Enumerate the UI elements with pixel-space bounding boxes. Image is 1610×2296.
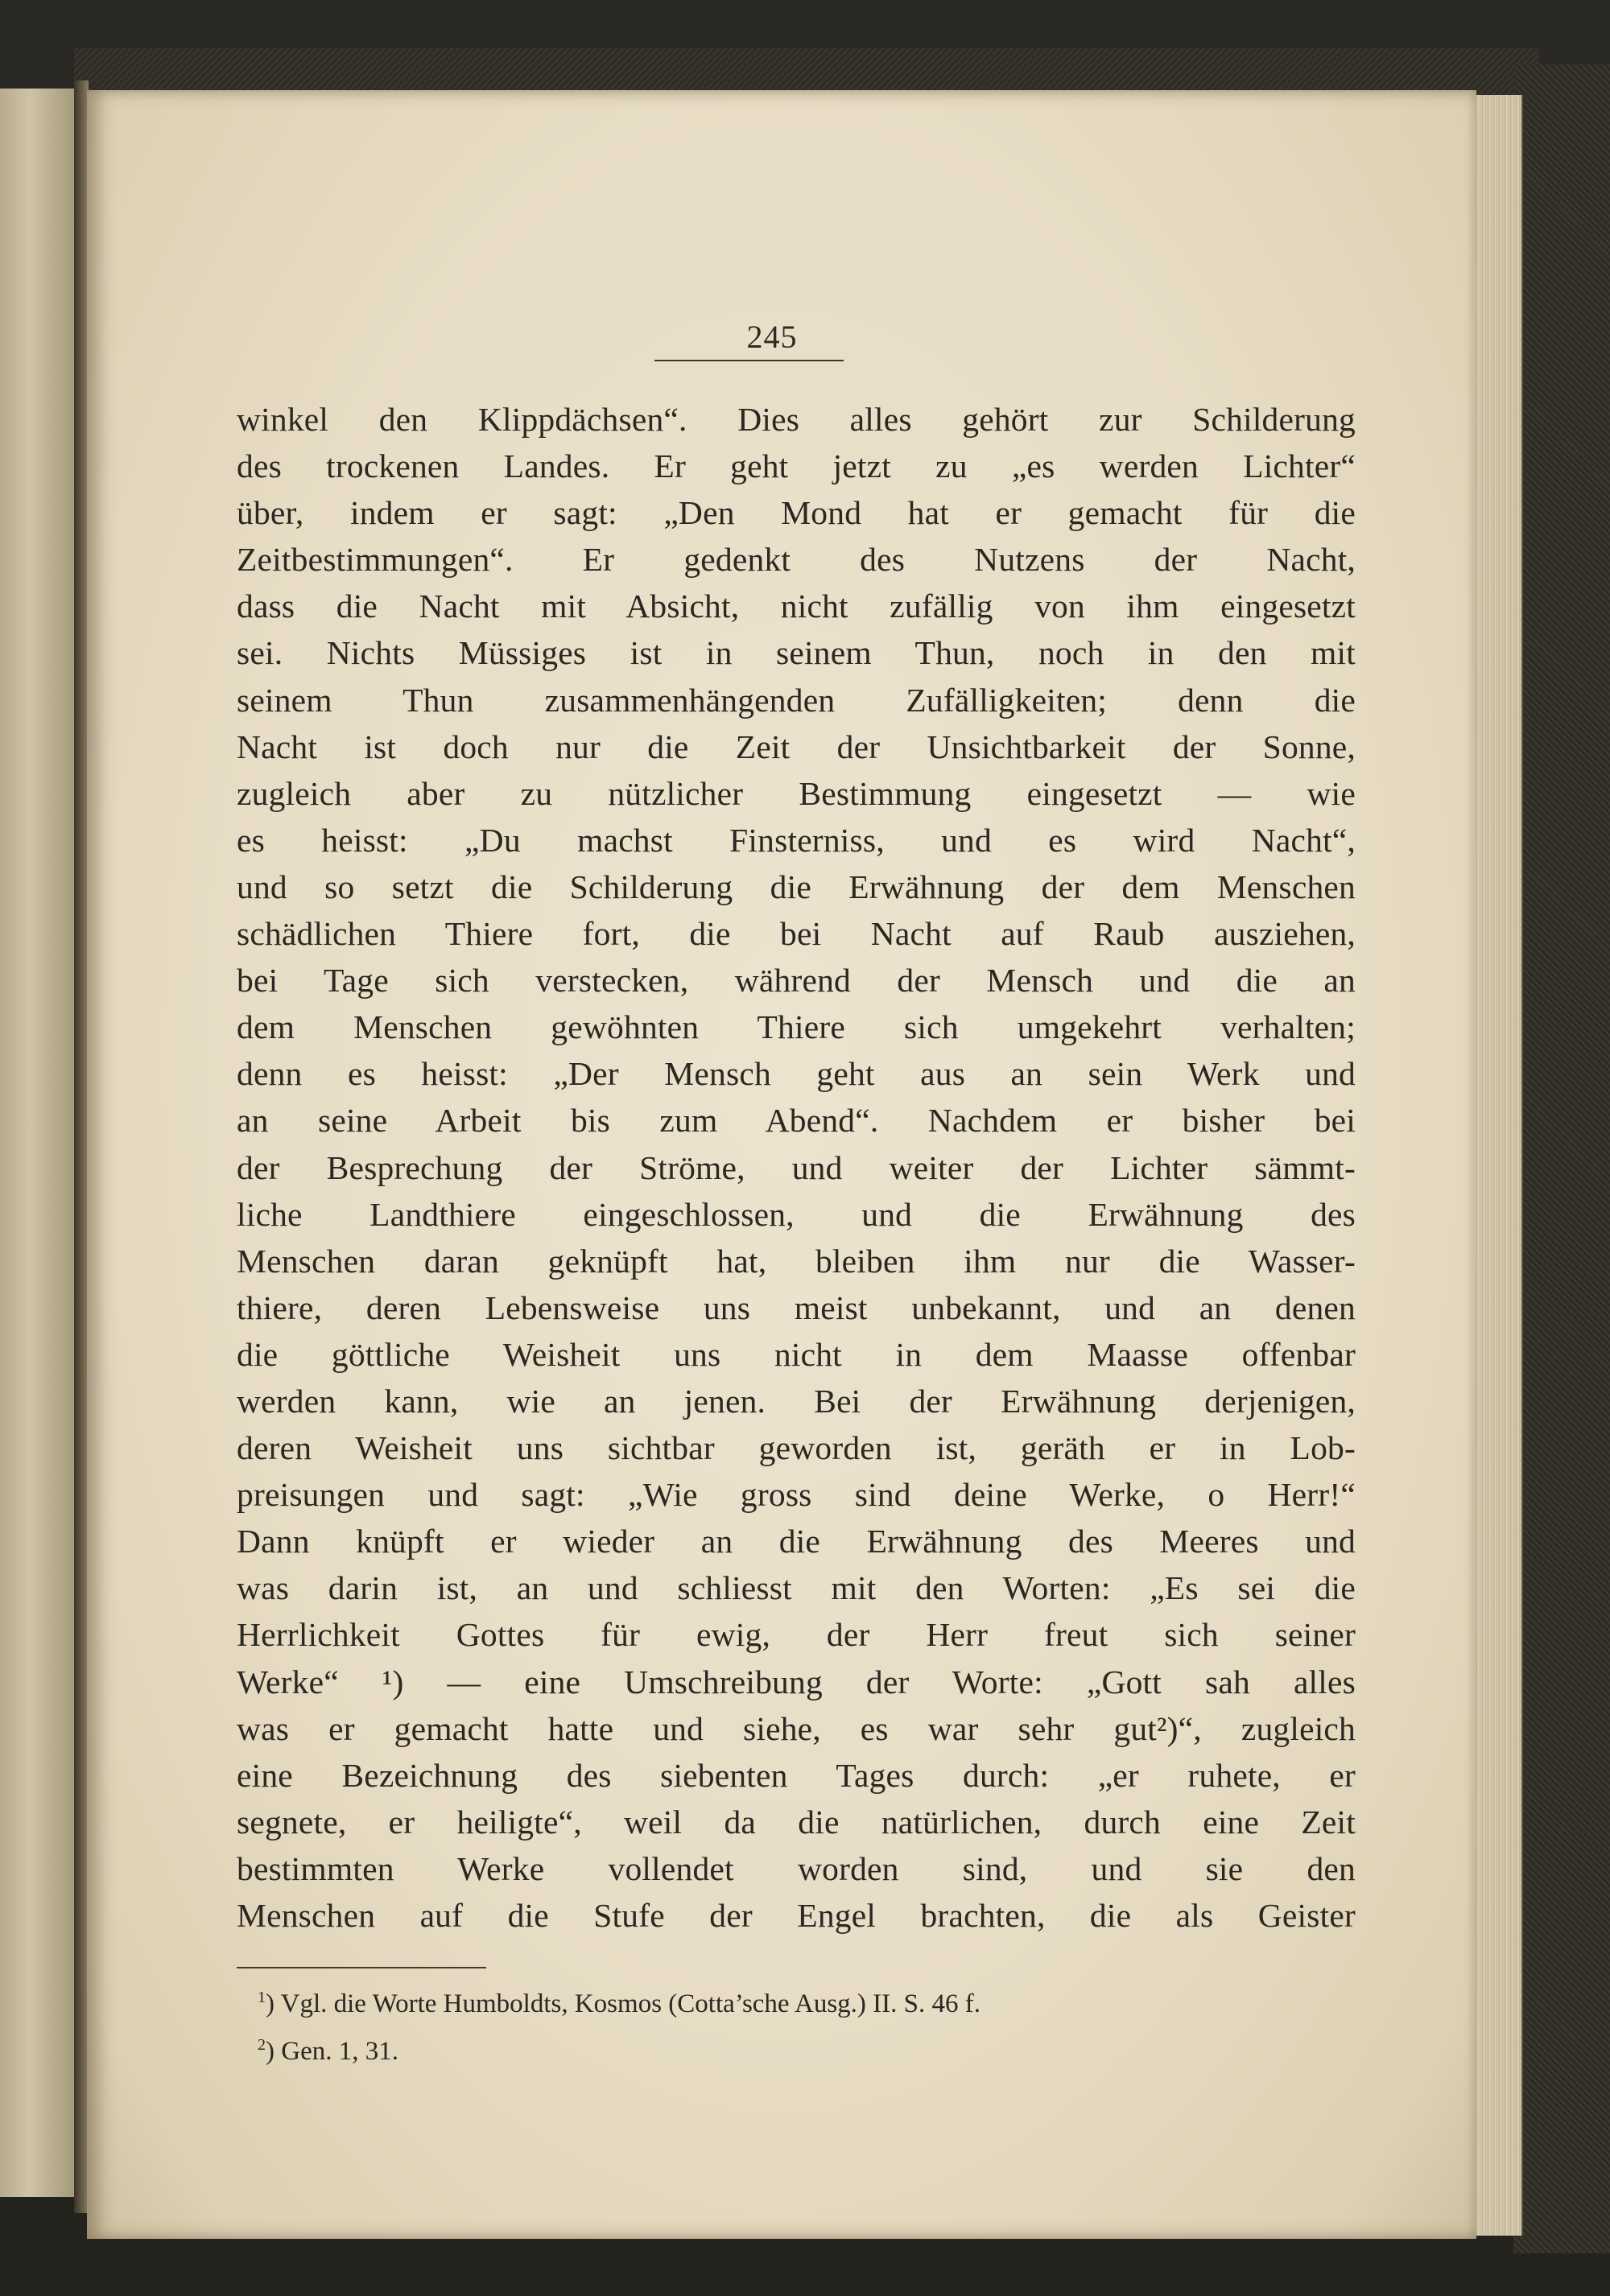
text-line: dem Menschen gewöhnten Thiere sich umgekehrt verhalten; <box>237 1008 1356 1046</box>
header-rule <box>654 360 844 361</box>
footnote <box>258 1977 1368 2025</box>
text-line: schädlichen Thiere fort, die bei Nacht auf Raub ausziehen, <box>237 915 1356 953</box>
text-line: bestimmten Werke vollendet worden sind, und sie den <box>237 1849 1356 1887</box>
text-line: Herrlichkeit Gottes für ewig, der Herr freut sich seiner <box>237 1616 1356 1654</box>
footnote-rule <box>237 1967 486 1968</box>
text-line: Menschen auf die Stufe der Engel brachten, die als Geister <box>237 1897 1356 1934</box>
page-number <box>87 318 1476 356</box>
page-stack-edge <box>1475 95 1523 2236</box>
text-line: was er gemacht hatte und siehe, es war sehr gut²)“, zugleich <box>237 1709 1356 1747</box>
text-line: es heisst: „Du machst Finsterniss, und es wird Nacht“, <box>237 821 1356 859</box>
text-line: über, indem er sagt: „Den Mond hat er gemacht für die <box>237 494 1356 532</box>
page-number-text: 245 <box>746 319 798 355</box>
text-line: werden kann, wie an jenen. Bei der Erwähnung derjenigen, <box>237 1382 1356 1420</box>
text-line: Menschen daran geknüpft hat, bleiben ihm nur die Wasser- <box>237 1242 1356 1280</box>
text-line: seinem Thun zusammenhängenden Zufälligkeiten; denn die <box>237 681 1356 719</box>
text-line: preisungen und sagt: „Wie gross sind deine Werke, o Herr!“ <box>237 1476 1356 1514</box>
text-line: Zeitbestimmungen“. Er gedenkt des Nutzens der Nacht, <box>237 541 1356 579</box>
text-line: eine Bezeichnung des siebenten Tages durch: „er ruhete, er <box>237 1756 1356 1794</box>
text-line: deren Weisheit uns sichtbar geworden ist, geräth er in Lob- <box>237 1429 1356 1467</box>
text-line: Dann knüpft er wieder an die Erwähnung des Meeres und <box>237 1523 1356 1560</box>
footnote-mark: 2 <box>258 2036 266 2054</box>
text-line: sei. Nichts Müssiges ist in seinem Thun, noch in den mit <box>237 634 1356 672</box>
text-line: segnete, er heiligte“, weil da die natürlichen, durch eine Zeit <box>237 1803 1356 1841</box>
text-line: liche Landthiere eingeschlossen, und die Erwähnung des <box>237 1195 1356 1233</box>
text-line: die göttliche Weisheit uns nicht in dem Maasse offenbar <box>237 1335 1356 1373</box>
body-text <box>237 396 1356 1939</box>
text-line: und so setzt die Schilderung die Erwähnung der dem Menschen <box>237 868 1356 905</box>
text-line: der Besprechung der Ströme, und weiter der Lichter sämmt- <box>237 1148 1356 1186</box>
text-line: an seine Arbeit bis zum Abend“. Nachdem er bisher bei <box>237 1102 1356 1140</box>
text-line: Nacht ist doch nur die Zeit der Unsichtbarkeit der Sonne, <box>237 728 1356 765</box>
text-line: was darin ist, an und schliesst mit den Worten: „Es sei die <box>237 1569 1356 1607</box>
footnote-text: ) Vgl. die Worte Humboldts, Kosmos (Cotta’sche Ausg.) II. S. 46 f. <box>266 1989 980 2018</box>
text-line: bei Tage sich verstecken, während der Mensch und die an <box>237 962 1356 1000</box>
footnote-mark: 1 <box>258 1989 266 2006</box>
text-line: thiere, deren Lebensweise uns meist unbekannt, und an denen <box>237 1288 1356 1326</box>
footnotes <box>258 1977 1368 2072</box>
text-line: denn es heisst: „Der Mensch geht aus an sein Werk und <box>237 1055 1356 1093</box>
text-line: dass die Nacht mit Absicht, nicht zufällig von ihm eingesetzt <box>237 587 1356 625</box>
text-line: winkel den Klippdächsen“. Dies alles gehört zur Schilderung <box>237 401 1356 438</box>
footnote-text: ) Gen. 1, 31. <box>266 2037 398 2066</box>
previous-page-edge <box>0 89 76 2197</box>
text-line: zugleich aber zu nützlicher Bestimmung eingesetzt — wie <box>237 774 1356 812</box>
text-line: des trockenen Landes. Er geht jetzt zu „es werden Lichter“ <box>237 447 1356 485</box>
book-binding-top <box>74 48 1539 97</box>
text-line: Werke“ ¹) — eine Umschreibung der Worte: „Gott sah alles <box>237 1663 1356 1700</box>
footnote <box>258 2025 1368 2072</box>
book-page <box>87 90 1476 2239</box>
book-binding-right <box>1513 64 1610 2253</box>
